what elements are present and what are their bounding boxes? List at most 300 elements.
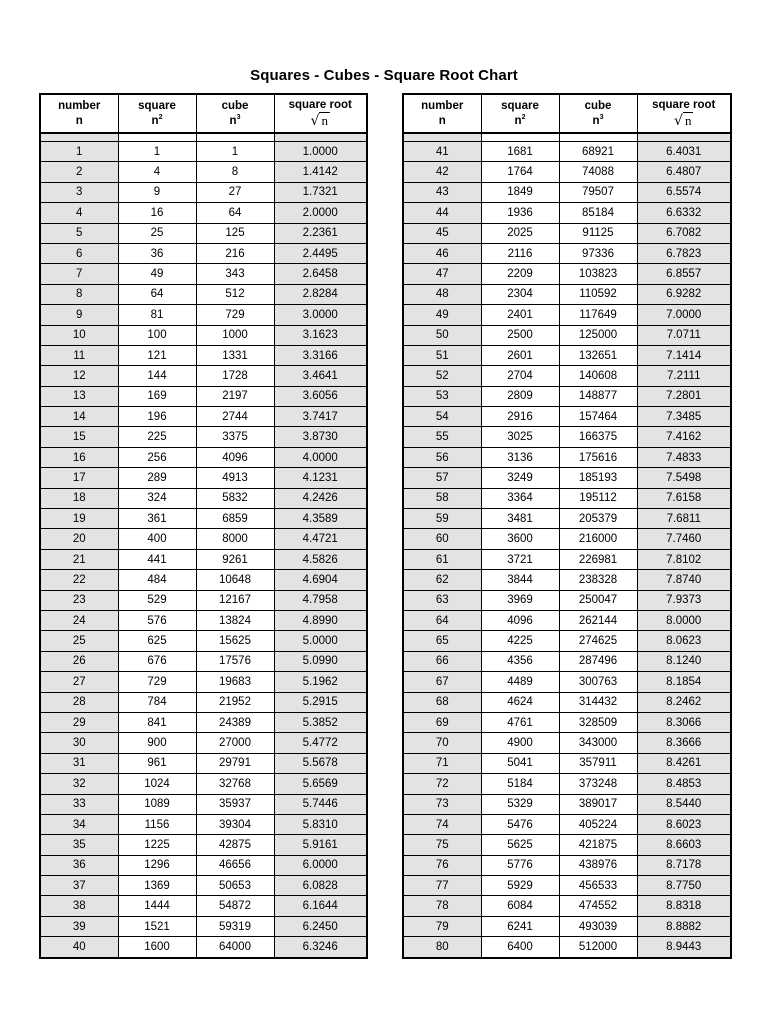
cell-cube: 32768 [196, 774, 274, 794]
cell-cube: 1728 [196, 366, 274, 386]
table-row [40, 468, 367, 488]
cell-square-root: 8.0000 [637, 610, 731, 630]
table-row [40, 223, 367, 243]
cell-number: 14 [40, 407, 118, 427]
cell-cube: 74088 [559, 162, 637, 182]
cell-cube: 12167 [196, 590, 274, 610]
cell-cube: 729 [196, 305, 274, 325]
cell-cube: 10648 [196, 570, 274, 590]
cell-number: 44 [403, 203, 481, 223]
cell-number: 42 [403, 162, 481, 182]
cell-square: 676 [118, 651, 196, 671]
cell-cube: 19683 [196, 672, 274, 692]
cell-cube: 35937 [196, 794, 274, 814]
cell-square-root: 6.8557 [637, 264, 731, 284]
cell-square-root: 8.7178 [637, 855, 731, 875]
cell-cube: 39304 [196, 814, 274, 834]
cell-square: 1681 [481, 142, 559, 162]
table-row [40, 243, 367, 263]
cell-number: 24 [40, 610, 118, 630]
table-row [403, 692, 731, 712]
cell-cube: 9261 [196, 549, 274, 569]
cell-cube: 512 [196, 284, 274, 304]
cell-cube: 125000 [559, 325, 637, 345]
cell-cube: 493039 [559, 916, 637, 936]
table-row [403, 203, 731, 223]
table-row [403, 570, 731, 590]
cell-number: 61 [403, 549, 481, 569]
cell-cube: 185193 [559, 468, 637, 488]
cell-square: 25 [118, 223, 196, 243]
table-spacer-row [403, 133, 731, 142]
cell-number: 16 [40, 447, 118, 467]
table-row [40, 386, 367, 406]
cell-cube: 79507 [559, 182, 637, 202]
cell-square-root: 3.4641 [274, 366, 367, 386]
cell-number: 60 [403, 529, 481, 549]
table-row [40, 366, 367, 386]
cell-cube: 5832 [196, 488, 274, 508]
cell-square: 1369 [118, 876, 196, 896]
cell-square: 289 [118, 468, 196, 488]
table-row [403, 937, 731, 958]
cell-number: 46 [403, 243, 481, 263]
table-row [403, 794, 731, 814]
header-square-root: square root √ n [637, 94, 731, 133]
cell-number: 72 [403, 774, 481, 794]
cell-square-root: 2.4495 [274, 243, 367, 263]
cell-number: 66 [403, 651, 481, 671]
cell-number: 62 [403, 570, 481, 590]
square-root-symbol-icon: √ n [310, 112, 328, 129]
cell-number: 9 [40, 305, 118, 325]
cell-square-root: 6.4031 [637, 142, 731, 162]
table-row [403, 386, 731, 406]
table-row [403, 325, 731, 345]
table-row [403, 590, 731, 610]
cell-number: 19 [40, 509, 118, 529]
cell-square-root: 8.3066 [637, 712, 731, 732]
table-row [40, 814, 367, 834]
cell-cube: 157464 [559, 407, 637, 427]
cell-square-root: 7.6158 [637, 488, 731, 508]
cell-square-root: 5.5678 [274, 753, 367, 773]
table-row [40, 753, 367, 773]
cell-square: 3969 [481, 590, 559, 610]
cell-square-root: 6.1644 [274, 896, 367, 916]
cell-square-root: 4.1231 [274, 468, 367, 488]
cell-cube: 13824 [196, 610, 274, 630]
table-row [40, 325, 367, 345]
square-root-symbol-icon: √ n [674, 112, 692, 129]
cell-number: 69 [403, 712, 481, 732]
table-row [403, 447, 731, 467]
cell-number: 75 [403, 835, 481, 855]
cell-square-root: 7.1414 [637, 345, 731, 365]
cell-number: 3 [40, 182, 118, 202]
cell-square-root: 3.1623 [274, 325, 367, 345]
cell-square-root: 1.0000 [274, 142, 367, 162]
table-row [40, 855, 367, 875]
cell-cube: 4096 [196, 447, 274, 467]
table-row [403, 529, 731, 549]
cell-number: 30 [40, 733, 118, 753]
cell-square: 6400 [481, 937, 559, 958]
cell-square: 1225 [118, 835, 196, 855]
cell-square: 784 [118, 692, 196, 712]
cell-square: 900 [118, 733, 196, 753]
cell-number: 22 [40, 570, 118, 590]
cell-number: 80 [403, 937, 481, 958]
table-left [39, 93, 368, 959]
table-row [40, 610, 367, 630]
table-row [403, 631, 731, 651]
cell-cube: 512000 [559, 937, 637, 958]
cell-number: 43 [403, 182, 481, 202]
cell-square: 144 [118, 366, 196, 386]
page-title: Squares - Cubes - Square Root Chart [250, 67, 518, 84]
cell-square: 1936 [481, 203, 559, 223]
cell-square-root: 1.7321 [274, 182, 367, 202]
cell-cube: 91125 [559, 223, 637, 243]
cell-cube: 438976 [559, 855, 637, 875]
cell-number: 8 [40, 284, 118, 304]
header-square: square $n^2$ [118, 94, 196, 133]
cell-square-root: 8.3666 [637, 733, 731, 753]
cell-square-root: 4.3589 [274, 509, 367, 529]
cell-cube: 29791 [196, 753, 274, 773]
cell-square-root: 5.3852 [274, 712, 367, 732]
cell-square-root: 7.5498 [637, 468, 731, 488]
cell-square-root: 5.6569 [274, 774, 367, 794]
cell-square-root: 8.8882 [637, 916, 731, 936]
cell-number: 76 [403, 855, 481, 875]
cell-square-root: 6.0000 [274, 855, 367, 875]
cell-square: 2025 [481, 223, 559, 243]
cell-cube: 3375 [196, 427, 274, 447]
cell-cube: 140608 [559, 366, 637, 386]
table-row [40, 447, 367, 467]
cell-square-root: 8.0623 [637, 631, 731, 651]
cell-square: 2116 [481, 243, 559, 263]
cell-number: 48 [403, 284, 481, 304]
cell-number: 63 [403, 590, 481, 610]
cell-cube: 474552 [559, 896, 637, 916]
cell-square-root: 4.0000 [274, 447, 367, 467]
cell-number: 5 [40, 223, 118, 243]
table-row [403, 651, 731, 671]
cell-cube: 2744 [196, 407, 274, 427]
cell-square: 49 [118, 264, 196, 284]
cell-square-root: 3.0000 [274, 305, 367, 325]
table-row [403, 835, 731, 855]
cell-square: 441 [118, 549, 196, 569]
cell-square-root: 7.8740 [637, 570, 731, 590]
cell-number: 29 [40, 712, 118, 732]
cell-square: 625 [118, 631, 196, 651]
cell-square: 400 [118, 529, 196, 549]
cell-square: 6241 [481, 916, 559, 936]
cell-number: 13 [40, 386, 118, 406]
cell-square-root: 8.6603 [637, 835, 731, 855]
table-row [403, 733, 731, 753]
table-row [403, 427, 731, 447]
cell-cube: 405224 [559, 814, 637, 834]
cell-cube: 1 [196, 142, 274, 162]
cell-number: 64 [403, 610, 481, 630]
cell-square: 1521 [118, 916, 196, 936]
cell-cube: 64 [196, 203, 274, 223]
cell-cube: 421875 [559, 835, 637, 855]
spacer-cell [196, 133, 274, 142]
table-right [402, 93, 732, 959]
cell-square-root: 8.6023 [637, 814, 731, 834]
cell-square-root: 6.4807 [637, 162, 731, 182]
table-row [40, 182, 367, 202]
cell-number: 6 [40, 243, 118, 263]
cell-square: 1444 [118, 896, 196, 916]
cell-number: 23 [40, 590, 118, 610]
cell-square: 225 [118, 427, 196, 447]
cell-number: 37 [40, 876, 118, 896]
cell-number: 40 [40, 937, 118, 958]
cell-square: 5041 [481, 753, 559, 773]
cell-square: 5476 [481, 814, 559, 834]
cell-number: 79 [403, 916, 481, 936]
cell-number: 27 [40, 672, 118, 692]
cell-square: 256 [118, 447, 196, 467]
table-row [403, 142, 731, 162]
cell-square: 169 [118, 386, 196, 406]
spacer-cell [118, 133, 196, 142]
cell-number: 51 [403, 345, 481, 365]
cell-number: 21 [40, 549, 118, 569]
table-row [40, 407, 367, 427]
cell-number: 18 [40, 488, 118, 508]
cell-square: 5625 [481, 835, 559, 855]
cell-square-root: 4.5826 [274, 549, 367, 569]
cell-square: 484 [118, 570, 196, 590]
table-row [403, 407, 731, 427]
cell-number: 7 [40, 264, 118, 284]
cell-square: 2601 [481, 345, 559, 365]
cell-square: 1 [118, 142, 196, 162]
cell-cube: 4913 [196, 468, 274, 488]
cell-cube: 15625 [196, 631, 274, 651]
table-header [403, 94, 731, 133]
cell-cube: 148877 [559, 386, 637, 406]
cell-cube: 8 [196, 162, 274, 182]
cell-number: 53 [403, 386, 481, 406]
cell-number: 35 [40, 835, 118, 855]
cell-square-root: 2.2361 [274, 223, 367, 243]
spacer-cell [559, 133, 637, 142]
spacer-cell [481, 133, 559, 142]
cell-cube: 132651 [559, 345, 637, 365]
cell-square: 4225 [481, 631, 559, 651]
cell-square: 841 [118, 712, 196, 732]
cell-cube: 50653 [196, 876, 274, 896]
cell-square-root: 5.9161 [274, 835, 367, 855]
cell-square: 5329 [481, 794, 559, 814]
cell-square: 576 [118, 610, 196, 630]
cell-square-root: 7.2801 [637, 386, 731, 406]
table-row [403, 712, 731, 732]
cell-square: 3481 [481, 509, 559, 529]
cell-square: 16 [118, 203, 196, 223]
table-row [40, 142, 367, 162]
cell-cube: 85184 [559, 203, 637, 223]
cell-number: 56 [403, 447, 481, 467]
cell-square: 3249 [481, 468, 559, 488]
table-row [403, 305, 731, 325]
cell-number: 49 [403, 305, 481, 325]
cell-number: 2 [40, 162, 118, 182]
cell-cube: 103823 [559, 264, 637, 284]
cell-cube: 27000 [196, 733, 274, 753]
table-row [40, 794, 367, 814]
table-row [40, 712, 367, 732]
table-row [40, 651, 367, 671]
table-row [403, 264, 731, 284]
cell-square: 3844 [481, 570, 559, 590]
cell-square-root: 6.5574 [637, 182, 731, 202]
cell-square: 1024 [118, 774, 196, 794]
spacer-cell [274, 133, 367, 142]
cell-cube: 54872 [196, 896, 274, 916]
cell-cube: 300763 [559, 672, 637, 692]
cell-square: 4 [118, 162, 196, 182]
cell-number: 45 [403, 223, 481, 243]
table-row [40, 345, 367, 365]
table-row [40, 672, 367, 692]
cell-cube: 125 [196, 223, 274, 243]
cell-square-root: 8.2462 [637, 692, 731, 712]
cell-cube: 97336 [559, 243, 637, 263]
header-number: number n [40, 94, 118, 133]
cell-square: 5184 [481, 774, 559, 794]
cell-number: 4 [40, 203, 118, 223]
cell-square-root: 5.0990 [274, 651, 367, 671]
cell-square: 6084 [481, 896, 559, 916]
table-row [403, 223, 731, 243]
cell-number: 67 [403, 672, 481, 692]
table-row [403, 468, 731, 488]
cell-square: 4900 [481, 733, 559, 753]
header-number: number n [403, 94, 481, 133]
cell-square-root: 7.6811 [637, 509, 731, 529]
cell-number: 65 [403, 631, 481, 651]
cell-square: 2809 [481, 386, 559, 406]
cell-number: 77 [403, 876, 481, 896]
cell-number: 38 [40, 896, 118, 916]
cell-square-root: 8.1240 [637, 651, 731, 671]
cell-cube: 42875 [196, 835, 274, 855]
cell-square: 1849 [481, 182, 559, 202]
cell-cube: 389017 [559, 794, 637, 814]
cell-square-root: 2.8284 [274, 284, 367, 304]
cell-square: 36 [118, 243, 196, 263]
cell-square: 3025 [481, 427, 559, 447]
spacer-cell [403, 133, 481, 142]
cell-square: 324 [118, 488, 196, 508]
cell-number: 58 [403, 488, 481, 508]
cell-square: 961 [118, 753, 196, 773]
cell-number: 20 [40, 529, 118, 549]
cell-number: 10 [40, 325, 118, 345]
cell-square: 81 [118, 305, 196, 325]
cell-square-root: 7.4162 [637, 427, 731, 447]
cell-square-root: 7.7460 [637, 529, 731, 549]
cell-square: 1764 [481, 162, 559, 182]
cell-square: 4489 [481, 672, 559, 692]
cell-square-root: 7.4833 [637, 447, 731, 467]
cell-square: 4356 [481, 651, 559, 671]
spacer-cell [40, 133, 118, 142]
cell-square-root: 8.7750 [637, 876, 731, 896]
header-cube: cube $n^3$ [559, 94, 637, 133]
cell-number: 57 [403, 468, 481, 488]
cell-square: 2704 [481, 366, 559, 386]
cell-square-root: 2.6458 [274, 264, 367, 284]
table-row [403, 243, 731, 263]
cell-cube: 27 [196, 182, 274, 202]
cell-number: 70 [403, 733, 481, 753]
cell-square-root: 1.4142 [274, 162, 367, 182]
table-row [40, 305, 367, 325]
cell-number: 52 [403, 366, 481, 386]
table-row [403, 182, 731, 202]
cell-square: 3136 [481, 447, 559, 467]
cell-cube: 175616 [559, 447, 637, 467]
cell-square-root: 6.9282 [637, 284, 731, 304]
cell-square-root: 5.0000 [274, 631, 367, 651]
cell-square-root: 6.6332 [637, 203, 731, 223]
cell-cube: 195112 [559, 488, 637, 508]
table-row [40, 937, 367, 958]
header-square: square $n^2$ [481, 94, 559, 133]
cell-square-root: 6.7082 [637, 223, 731, 243]
cell-square-root: 5.2915 [274, 692, 367, 712]
cell-square: 9 [118, 182, 196, 202]
cell-number: 73 [403, 794, 481, 814]
table-header [40, 94, 367, 133]
cell-square: 1089 [118, 794, 196, 814]
cell-square-root: 7.9373 [637, 590, 731, 610]
table-row [40, 284, 367, 304]
cell-cube: 274625 [559, 631, 637, 651]
cell-square: 2916 [481, 407, 559, 427]
cell-square: 361 [118, 509, 196, 529]
cell-square: 5776 [481, 855, 559, 875]
cell-number: 41 [403, 142, 481, 162]
cell-cube: 343000 [559, 733, 637, 753]
cell-cube: 17576 [196, 651, 274, 671]
cell-number: 39 [40, 916, 118, 936]
cell-number: 33 [40, 794, 118, 814]
table-row [40, 692, 367, 712]
cell-square-root: 4.8990 [274, 610, 367, 630]
table-row [40, 733, 367, 753]
spacer-cell [637, 133, 731, 142]
table-row [40, 529, 367, 549]
cell-square: 3721 [481, 549, 559, 569]
cell-square-root: 6.3246 [274, 937, 367, 958]
cell-square-root: 7.8102 [637, 549, 731, 569]
cell-cube: 1331 [196, 345, 274, 365]
cell-number: 74 [403, 814, 481, 834]
cell-cube: 110592 [559, 284, 637, 304]
